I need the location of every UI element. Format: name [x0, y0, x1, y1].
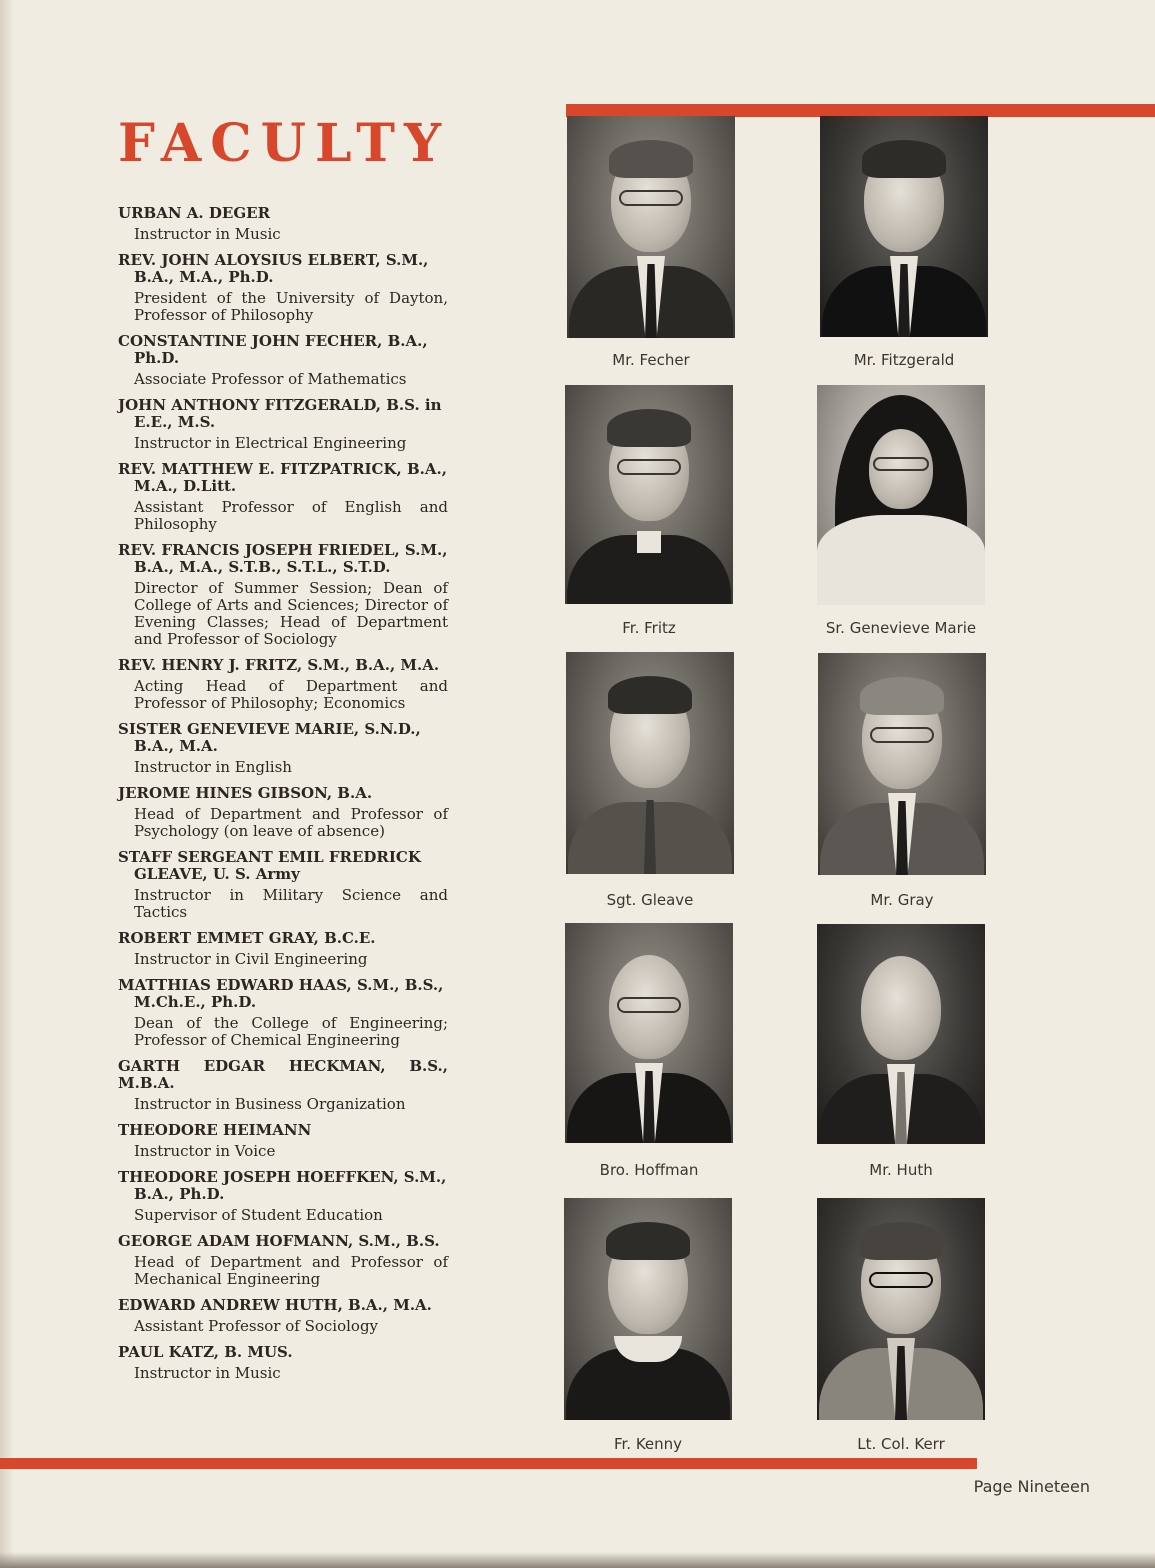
bottom-shadow: [0, 1552, 1155, 1568]
faculty-name: [118, 461, 448, 495]
faculty-title: Associate Professor of Mathematics: [134, 370, 407, 388]
caption-fritz: Fr. Fritz: [622, 619, 676, 637]
binding-shadow: [0, 0, 14, 1568]
faculty-name: [118, 1233, 448, 1250]
caption-hoffman: Bro. Hoffman: [599, 1161, 699, 1179]
faculty-name-line: REV. JOHN ALOYSIUS ELBERT, S.M.,: [118, 251, 429, 269]
faculty-name: [118, 785, 448, 802]
faculty-degree-line: B.A., M.A., S.T.B., S.T.L., S.T.D.: [134, 558, 391, 576]
faculty-title: Instructor in Voice: [134, 1142, 276, 1160]
faculty-name: [118, 542, 448, 576]
faculty-degree-line: E.E., M.S.: [134, 413, 216, 431]
portrait-kenny: [564, 1198, 732, 1420]
faculty-title: Head of Department and Professor of Psychology (on leave of absence): [134, 805, 448, 840]
faculty-title: Director of Summer Session; Dean of College of Arts and Sciences; Director of Evening Classes; Head of Department and Professor of Sociology: [134, 579, 448, 648]
faculty-title: Acting Head of Department and Professor of Philosophy; Economics: [134, 677, 448, 712]
caption-gray: Mr. Gray: [870, 891, 934, 909]
faculty-name: [118, 1058, 448, 1092]
faculty-list: [118, 205, 448, 1391]
faculty-title: Instructor in Electrical Engineering: [134, 434, 407, 452]
portrait-fitzgerald: [820, 116, 988, 337]
faculty-degree-line: Ph.D.: [134, 349, 180, 367]
faculty-name-line: CONSTANTINE JOHN FECHER, B.A.,: [118, 332, 428, 350]
portrait-hoffman: [565, 923, 733, 1143]
faculty-title: Instructor in Music: [134, 225, 281, 243]
faculty-title: Instructor in Civil Engineering: [134, 950, 368, 968]
faculty-entry: [118, 1169, 448, 1224]
faculty-name: [118, 657, 448, 674]
faculty-name-line: THEODORE JOSEPH HOEFFKEN, S.M.,: [118, 1168, 447, 1186]
page-number: Page Nineteen: [973, 1477, 1090, 1496]
faculty-entry: [118, 1344, 448, 1382]
faculty-name-line: JOHN ANTHONY FITZGERALD, B.S. in: [118, 396, 442, 414]
caption-fitzgerald: Mr. Fitzgerald: [853, 351, 955, 369]
bottom-accent-bar: [0, 1458, 977, 1469]
faculty-title: Assistant Professor of Sociology: [134, 1317, 379, 1335]
faculty-title: Supervisor of Student Education: [134, 1206, 383, 1224]
faculty-name-line: JEROME HINES GIBSON, B.A.: [118, 784, 373, 802]
faculty-name-line: PAUL KATZ, B. MUS.: [118, 1343, 293, 1361]
faculty-name-line: REV. FRANCIS JOSEPH FRIEDEL, S.M.,: [118, 541, 448, 559]
caption-kerr: Lt. Col. Kerr: [857, 1435, 945, 1453]
faculty-name-line: MATTHIAS EDWARD HAAS, S.M., B.S.,: [118, 976, 444, 994]
faculty-title: Instructor in Military Science and Tactics: [134, 886, 448, 921]
portrait-fecher: [567, 116, 735, 338]
caption-gleave: Sgt. Gleave: [606, 891, 694, 909]
faculty-entry: [118, 205, 448, 243]
faculty-name-line: EDWARD ANDREW HUTH, B.A., M.A.: [118, 1296, 432, 1314]
faculty-entry: [118, 1297, 448, 1335]
faculty-name: [118, 930, 448, 947]
faculty-degree-line: B.A., M.A.: [134, 737, 218, 755]
faculty-degree-line: M.A., D.Litt.: [134, 477, 237, 495]
faculty-name: [118, 252, 448, 286]
faculty-name-line: URBAN A. DEGER: [118, 204, 271, 222]
faculty-name: [118, 977, 448, 1011]
caption-fecher: Mr. Fecher: [612, 351, 690, 369]
faculty-name: [118, 333, 448, 367]
caption-genevieve-marie: Sr. Genevieve Marie: [825, 619, 977, 637]
caption-huth: Mr. Huth: [869, 1161, 933, 1179]
faculty-name-line: GEORGE ADAM HOFMANN, S.M., B.S.: [118, 1232, 440, 1250]
faculty-name: [118, 721, 448, 755]
faculty-name: [118, 1169, 448, 1203]
faculty-degree-line: B.A., M.A., Ph.D.: [134, 268, 274, 286]
faculty-degree-line: GLEAVE, U. S. Army: [134, 865, 300, 883]
page-title: FACULTY: [118, 113, 451, 174]
faculty-entry: [118, 1058, 448, 1113]
faculty-entry: [118, 1233, 448, 1288]
portrait-gray: [818, 653, 986, 875]
faculty-title: Instructor in Music: [134, 1364, 281, 1382]
faculty-entry: [118, 1122, 448, 1160]
faculty-entry: [118, 930, 448, 968]
portrait-huth: [817, 924, 985, 1144]
faculty-name: [118, 1297, 448, 1314]
faculty-name-line: THEODORE HEIMANN: [118, 1121, 312, 1139]
portrait-fritz: [565, 385, 733, 604]
faculty-entry: [118, 397, 448, 452]
faculty-name: [118, 397, 448, 431]
portrait-gleave: [566, 652, 734, 874]
faculty-name-line: SISTER GENEVIEVE MARIE, S.N.D.,: [118, 720, 421, 738]
faculty-name-line: STAFF SERGEANT EMIL FREDRICK: [118, 848, 421, 866]
faculty-name: [118, 849, 448, 883]
faculty-entry: [118, 849, 448, 921]
faculty-title: President of the University of Dayton, Professor of Philosophy: [134, 289, 448, 324]
faculty-title: Assistant Professor of English and Philosophy: [134, 498, 448, 533]
faculty-entry: [118, 977, 448, 1049]
faculty-name: [118, 1122, 448, 1139]
faculty-name-line: REV. HENRY J. FRITZ, S.M., B.A., M.A.: [118, 656, 440, 674]
faculty-entry: [118, 657, 448, 712]
faculty-title: Head of Department and Professor of Mechanical Engineering: [134, 1253, 448, 1288]
faculty-title: Instructor in Business Organization: [134, 1095, 406, 1113]
faculty-degree-line: M.Ch.E., Ph.D.: [134, 993, 257, 1011]
faculty-degree-line: B.A., Ph.D.: [134, 1185, 225, 1203]
faculty-title: Instructor in English: [134, 758, 292, 776]
portrait-kerr: [817, 1198, 985, 1420]
portrait-genevieve-marie: [817, 385, 985, 605]
faculty-name-line: REV. MATTHEW E. FITZPATRICK, B.A.,: [118, 460, 447, 478]
faculty-title: Dean of the College of Engineering; Professor of Chemical Engineering: [134, 1014, 448, 1049]
faculty-entry: [118, 785, 448, 840]
faculty-name-line: ROBERT EMMET GRAY, B.C.E.: [118, 929, 376, 947]
faculty-entry: [118, 542, 448, 648]
faculty-entry: [118, 252, 448, 324]
faculty-name-line: GARTH EDGAR HECKMAN, B.S., M.B.A.: [118, 1057, 448, 1092]
faculty-entry: [118, 461, 448, 533]
faculty-name: [118, 1344, 448, 1361]
faculty-name: [118, 205, 448, 222]
faculty-entry: [118, 333, 448, 388]
faculty-entry: [118, 721, 448, 776]
caption-kenny: Fr. Kenny: [613, 1435, 683, 1453]
